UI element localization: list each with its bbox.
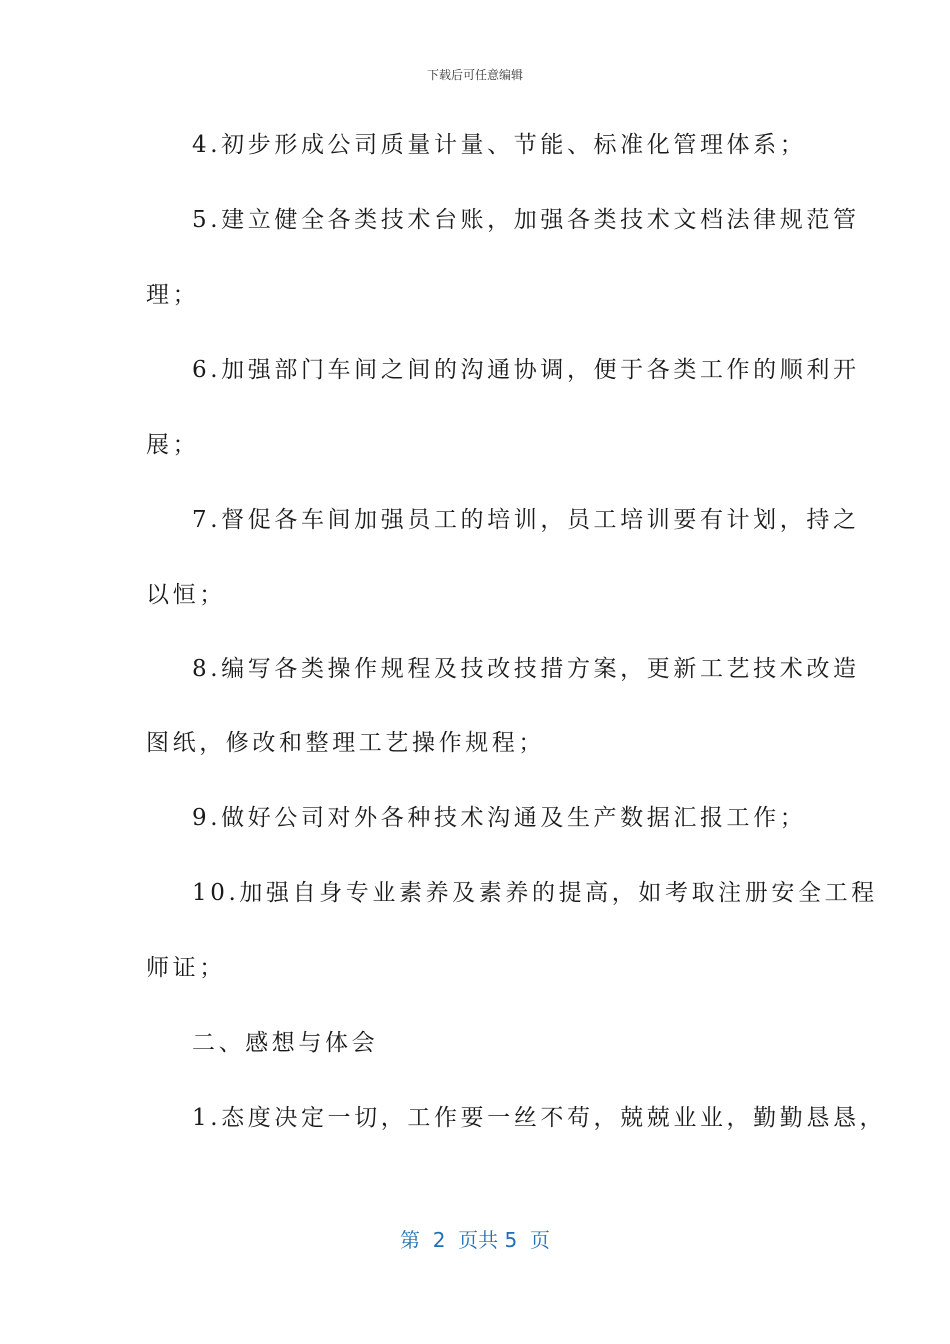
paragraph-line: 1.态度决定一切，工作要一丝不苟，兢兢业业，勤勤恳恳，	[192, 1105, 887, 1131]
paragraph-line: 以恒；	[146, 582, 226, 608]
section-heading: 二、感想与体会	[192, 1030, 379, 1056]
paragraph-line: 展；	[146, 432, 200, 458]
paragraph-line: 10.加强自身专业素养及素养的提高，如考取注册安全工程	[192, 880, 878, 906]
paragraph-line: 师证；	[146, 955, 226, 981]
paragraph-line: 8.编写各类操作规程及技改技措方案，更新工艺技术改造	[192, 656, 860, 682]
page-header-note: 下载后可任意编辑	[426, 68, 523, 82]
page-number-footer: 第 2 页共 5 页	[400, 1228, 550, 1252]
paragraph-line: 9.做好公司对外各种技术沟通及生产数据汇报工作；	[192, 805, 807, 831]
paragraph-line: 4.初步形成公司质量计量、节能、标准化管理体系；	[192, 132, 807, 158]
paragraph-line: 6.加强部门车间之间的沟通协调，便于各类工作的顺利开	[192, 357, 860, 383]
paragraph-line: 图纸，修改和整理工艺操作规程；	[146, 730, 545, 756]
paragraph-line: 5.建立健全各类技术台账，加强各类技术文档法律规范管	[192, 207, 860, 233]
paragraph-line: 理；	[146, 282, 200, 308]
paragraph-line: 7.督促各车间加强员工的培训，员工培训要有计划，持之	[192, 507, 860, 533]
